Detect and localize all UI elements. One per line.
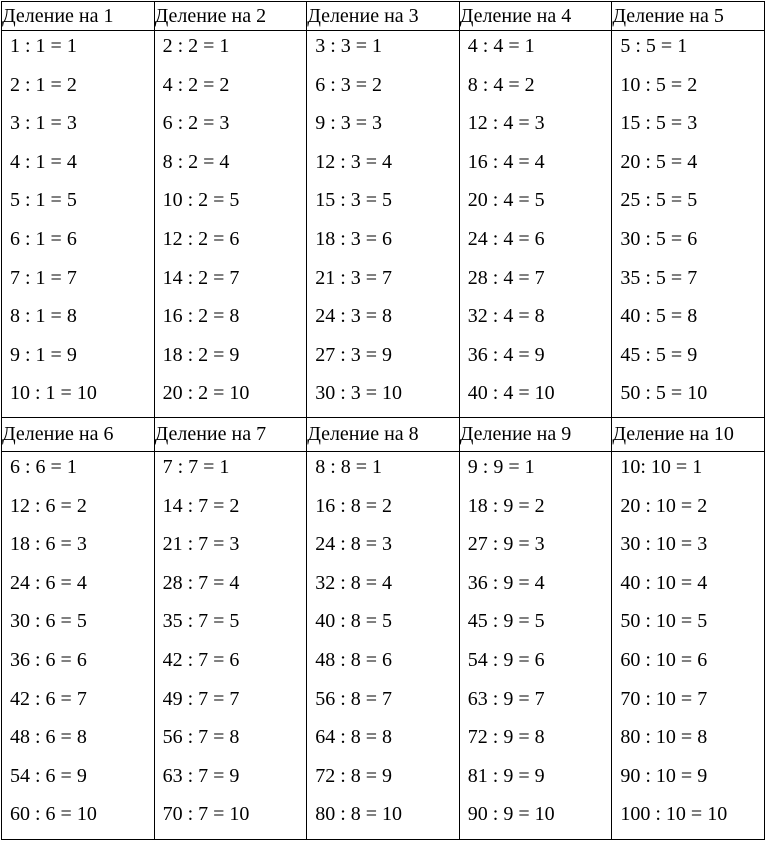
division-fact: 27 : 3 = 9 (315, 343, 393, 366)
division-fact: 81 : 9 = 9 (467, 764, 545, 787)
division-fact: 16 : 2 = 8 (162, 305, 240, 328)
facts-list (2, 31, 154, 417)
facts-row (2, 31, 765, 418)
division-fact: 45 : 9 = 5 (467, 610, 545, 633)
division-fact: 40 : 10 = 4 (620, 571, 708, 594)
division-fact: 9 : 3 = 3 (315, 112, 383, 135)
division-fact: 54 : 9 = 6 (467, 648, 545, 671)
division-fact: 6 : 2 = 3 (162, 112, 230, 135)
division-fact: 42 : 7 = 6 (162, 648, 240, 671)
division-fact: 42 : 6 = 7 (10, 687, 87, 710)
division-fact: 3 : 3 = 1 (315, 35, 383, 57)
division-fact: 20 : 2 = 10 (162, 382, 250, 405)
division-fact: 45 : 5 = 9 (620, 343, 698, 366)
division-fact: 30 : 5 = 6 (620, 227, 698, 250)
division-fact: 49 : 7 = 7 (162, 687, 240, 710)
division-fact: 24 : 8 = 3 (315, 533, 393, 556)
facts-list (460, 452, 612, 838)
division-fact: 24 : 4 = 6 (467, 227, 545, 250)
division-fact: 56 : 8 = 7 (315, 687, 393, 710)
division-fact: 70 : 7 = 10 (162, 803, 250, 826)
division-fact: 4 : 1 = 4 (10, 150, 77, 173)
division-fact: 12 : 3 = 4 (315, 150, 393, 173)
block-title: Деление на 7 (154, 417, 307, 451)
division-fact: 90 : 9 = 10 (467, 803, 555, 826)
facts-row (2, 451, 765, 839)
division-fact: 20 : 5 = 4 (620, 150, 698, 173)
facts-list (155, 452, 307, 838)
division-fact: 7 : 7 = 1 (162, 455, 230, 478)
division-fact: 60 : 6 = 10 (10, 803, 97, 826)
division-fact: 28 : 4 = 7 (467, 266, 545, 289)
division-fact: 35 : 7 = 5 (162, 610, 240, 633)
division-fact: 32 : 8 = 4 (315, 571, 393, 594)
division-fact: 16 : 8 = 2 (315, 494, 393, 517)
division-fact: 20 : 10 = 2 (620, 494, 708, 517)
division-fact: 10 : 2 = 5 (162, 189, 240, 212)
division-fact: 54 : 6 = 9 (10, 764, 87, 787)
division-fact: 72 : 8 = 9 (315, 764, 393, 787)
division-fact: 12 : 6 = 2 (10, 494, 87, 517)
facts-cell (612, 31, 765, 418)
facts-cell (154, 31, 307, 418)
division-fact: 24 : 3 = 8 (315, 305, 393, 328)
block-title: Деление на 5 (612, 2, 765, 31)
division-fact: 18 : 2 = 9 (162, 343, 240, 366)
division-table (1, 1, 765, 840)
facts-list (2, 452, 154, 838)
division-fact: 30 : 3 = 10 (315, 382, 403, 405)
division-fact: 10 : 5 = 2 (620, 73, 698, 96)
division-fact: 36 : 4 = 9 (467, 343, 545, 366)
division-fact: 4 : 4 = 1 (467, 35, 535, 57)
header-row (2, 417, 765, 451)
division-fact: 15 : 3 = 5 (315, 189, 393, 212)
division-fact: 90 : 10 = 9 (620, 764, 708, 787)
division-fact: 35 : 5 = 7 (620, 266, 698, 289)
division-fact: 12 : 2 = 6 (162, 227, 240, 250)
division-fact: 25 : 5 = 5 (620, 189, 698, 212)
block-title: Деление на 3 (307, 2, 460, 31)
block-title: Деление на 6 (2, 417, 155, 451)
block-title: Деление на 10 (612, 417, 765, 451)
division-fact: 20 : 4 = 5 (467, 189, 545, 212)
division-fact: 15 : 5 = 3 (620, 112, 698, 135)
division-fact: 56 : 7 = 8 (162, 726, 240, 749)
division-fact: 8 : 1 = 8 (10, 305, 77, 328)
division-fact: 21 : 3 = 7 (315, 266, 393, 289)
division-fact: 32 : 4 = 8 (467, 305, 545, 328)
division-fact: 2 : 1 = 2 (10, 73, 77, 96)
division-fact: 21 : 7 = 3 (162, 533, 240, 556)
division-fact: 14 : 7 = 2 (162, 494, 240, 517)
division-fact: 18 : 6 = 3 (10, 533, 87, 556)
facts-cell (154, 451, 307, 839)
division-fact: 64 : 8 = 8 (315, 726, 393, 749)
division-fact: 28 : 7 = 4 (162, 571, 240, 594)
division-fact: 40 : 5 = 8 (620, 305, 698, 328)
division-fact: 24 : 6 = 4 (10, 571, 87, 594)
header-row (2, 2, 765, 31)
facts-list (307, 452, 459, 838)
division-fact: 5 : 1 = 5 (10, 189, 77, 212)
block-title: Деление на 4 (459, 2, 612, 31)
facts-list (612, 31, 764, 417)
division-fact: 72 : 9 = 8 (467, 726, 545, 749)
division-fact: 18 : 9 = 2 (467, 494, 545, 517)
division-fact: 80 : 10 = 8 (620, 726, 708, 749)
facts-list (612, 452, 764, 838)
division-fact: 30 : 10 = 3 (620, 533, 708, 556)
facts-cell (307, 451, 460, 839)
division-fact: 70 : 10 = 7 (620, 687, 708, 710)
division-fact: 40 : 8 = 5 (315, 610, 393, 633)
facts-cell (2, 31, 155, 418)
division-fact: 6 : 3 = 2 (315, 73, 383, 96)
block-title: Деление на 8 (307, 417, 460, 451)
facts-cell (2, 451, 155, 839)
division-fact: 30 : 6 = 5 (10, 610, 87, 633)
block-title: Деление на 9 (459, 417, 612, 451)
division-fact: 48 : 6 = 8 (10, 726, 87, 749)
division-fact: 36 : 6 = 6 (10, 648, 87, 671)
facts-list (155, 31, 307, 417)
division-fact: 7 : 1 = 7 (10, 266, 77, 289)
facts-list (460, 31, 612, 417)
division-fact: 2 : 2 = 1 (162, 35, 230, 57)
division-fact: 80 : 8 = 10 (315, 803, 403, 826)
division-fact: 18 : 3 = 6 (315, 227, 393, 250)
block-title: Деление на 2 (154, 2, 307, 31)
division-fact: 5 : 5 = 1 (620, 35, 688, 57)
facts-cell (307, 31, 460, 418)
facts-list (307, 31, 459, 417)
division-fact: 40 : 4 = 10 (467, 382, 555, 405)
division-fact: 100 : 10 = 10 (620, 803, 728, 826)
division-fact: 60 : 10 = 6 (620, 648, 708, 671)
division-fact: 27 : 9 = 3 (467, 533, 545, 556)
block-title: Деление на 1 (2, 2, 155, 31)
division-fact: 4 : 2 = 2 (162, 73, 230, 96)
facts-cell (612, 451, 765, 839)
division-fact: 6 : 1 = 6 (10, 227, 77, 250)
division-fact: 12 : 4 = 3 (467, 112, 545, 135)
division-fact: 48 : 8 = 6 (315, 648, 393, 671)
division-fact: 9 : 9 = 1 (467, 455, 535, 478)
division-fact: 10 : 1 = 10 (10, 382, 97, 405)
division-fact: 3 : 1 = 3 (10, 112, 77, 135)
division-fact: 36 : 9 = 4 (467, 571, 545, 594)
division-fact: 16 : 4 = 4 (467, 150, 545, 173)
facts-cell (459, 31, 612, 418)
division-fact: 50 : 10 = 5 (620, 610, 708, 633)
division-fact: 50 : 5 = 10 (620, 382, 708, 405)
division-fact: 8 : 2 = 4 (162, 150, 230, 173)
division-fact: 8 : 4 = 2 (467, 73, 535, 96)
division-fact: 8 : 8 = 1 (315, 455, 383, 478)
division-fact: 9 : 1 = 9 (10, 343, 77, 366)
division-fact: 1 : 1 = 1 (10, 35, 77, 57)
division-fact: 14 : 2 = 7 (162, 266, 240, 289)
facts-cell (459, 451, 612, 839)
division-fact: 10: 10 = 1 (620, 455, 703, 478)
division-fact: 63 : 9 = 7 (467, 687, 545, 710)
division-fact: 63 : 7 = 9 (162, 764, 240, 787)
division-fact: 6 : 6 = 1 (10, 455, 77, 478)
